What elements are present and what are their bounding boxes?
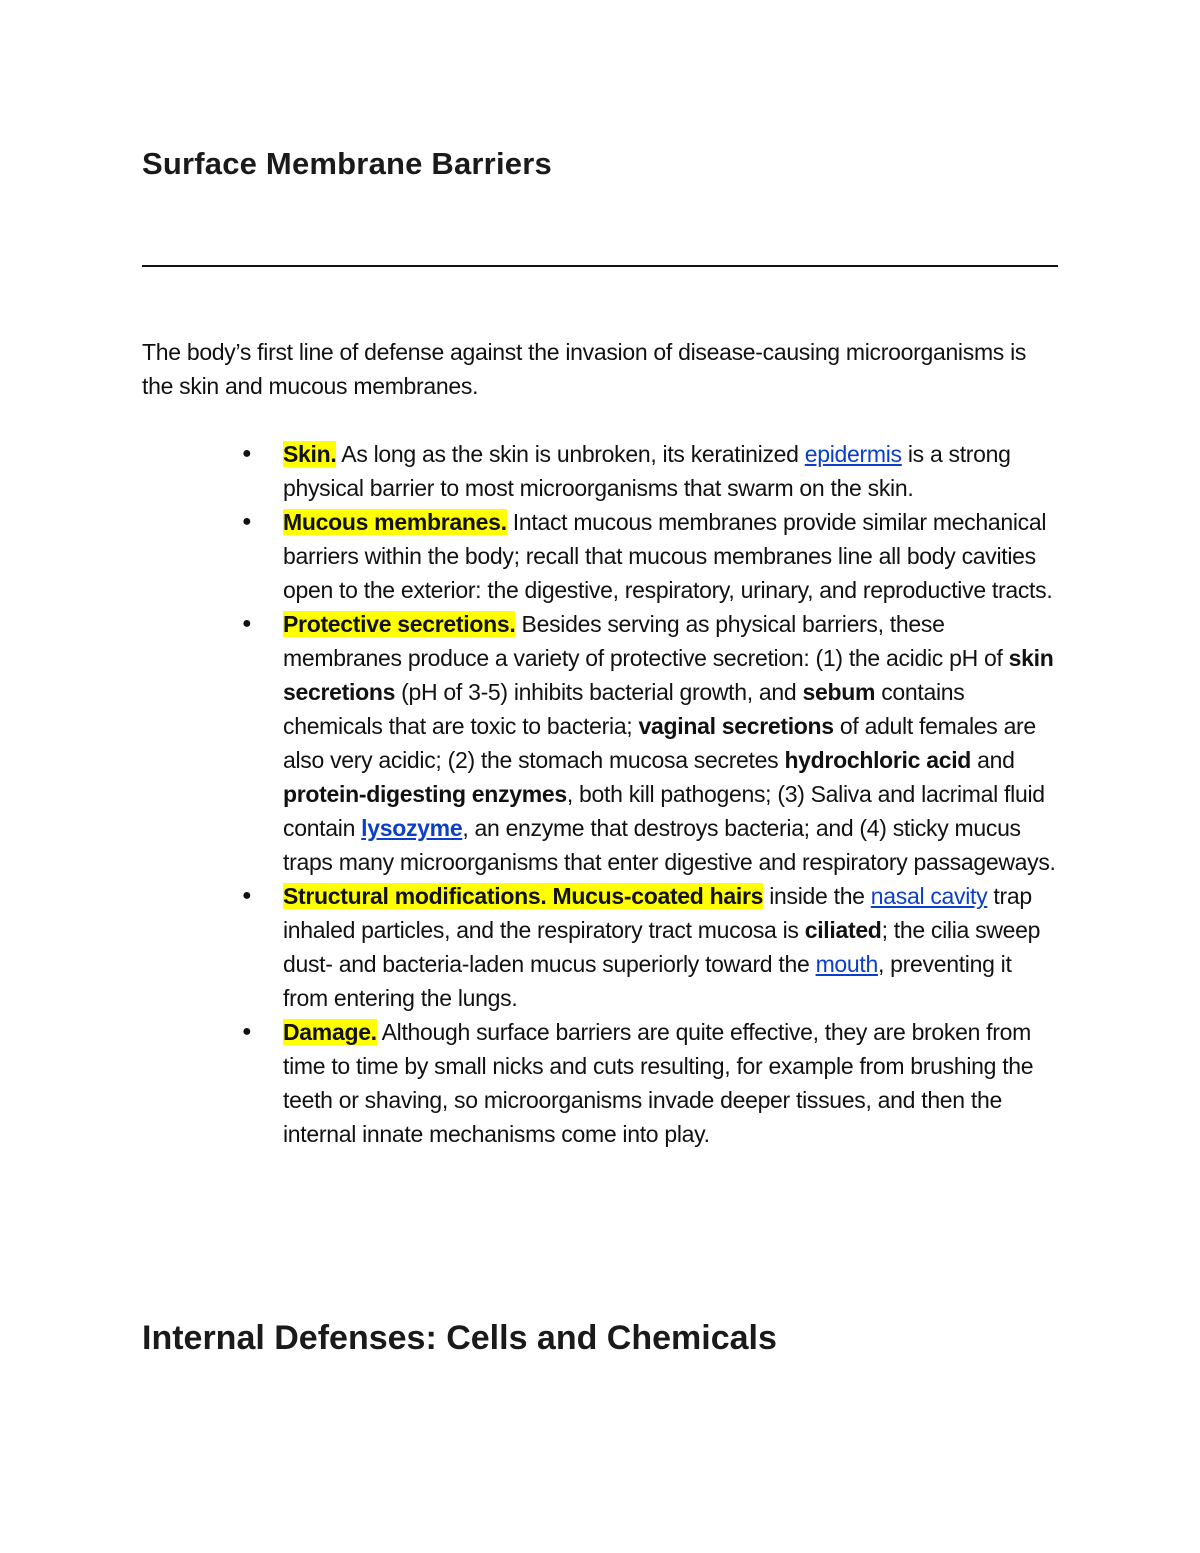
horizontal-rule xyxy=(142,265,1058,267)
bold-term: vaginal secretions xyxy=(638,713,834,739)
item-text: , both kill pathogens; (3) Saliva and lacrimal fluid contain xyxy=(283,781,1045,841)
bold-term: skin secretions xyxy=(283,645,1054,705)
bullet-icon: ● xyxy=(242,615,252,632)
link-nasal-cavity[interactable]: nasal cavity xyxy=(870,883,988,909)
bullet-icon: ● xyxy=(242,513,252,530)
item-text: ; the cilia sweep dust- and bacteria-laden mucus superiorly toward the xyxy=(283,917,1041,977)
bold-term: ciliated xyxy=(804,917,882,943)
item-text: (pH of 3-5) inhibits bacterial growth, and xyxy=(395,679,803,705)
item-text: As long as the skin is unbroken, its keratinized xyxy=(336,441,805,467)
item-text: , preventing it from entering the lungs. xyxy=(283,951,1012,1011)
item-text: and xyxy=(971,747,1015,773)
item-text: Although surface barriers are quite effective, they are broken from time to time by small nicks and cuts resulting, for example from brushing the teeth or shaving, so microorganisms invade deeper tissues, and then the internal innate mechanisms come into play. xyxy=(283,1019,1034,1147)
section-heading: Internal Defenses: Cells and Chemicals xyxy=(142,1319,777,1357)
item-text: inside the xyxy=(763,883,871,909)
item-text: of adult females are also very acidic; (2) the stomach mucosa secretes xyxy=(283,713,1036,773)
page-title: Surface Membrane Barriers xyxy=(142,146,552,181)
bold-term: hydrochloric acid xyxy=(784,747,972,773)
intro-paragraph: The body’s first line of defense against the invasion of disease-causing microorganisms is the skin and mucous membranes. xyxy=(142,339,1027,399)
list-item-damage xyxy=(238,1015,1058,1151)
item-text: trap inhaled particles, and the respiratory tract mucosa is xyxy=(283,883,1032,943)
term-highlight: Structural modifications. Mucus-coated hairs xyxy=(283,883,764,909)
bullet-icon: ● xyxy=(242,887,252,904)
bold-term: sebum xyxy=(802,679,876,705)
list-item-mucous-membranes xyxy=(238,505,1058,607)
barrier-list xyxy=(238,437,1058,1151)
term-highlight: Mucous membranes. xyxy=(283,509,507,535)
link-mouth[interactable]: mouth xyxy=(815,951,878,977)
item-text: is a strong physical barrier to most microorganisms that swarm on the skin. xyxy=(283,441,1011,501)
item-text: , an enzyme that destroys bacteria; and (4) sticky mucus traps many microorganisms that enter digestive and respiratory passageways. xyxy=(283,815,1056,875)
bold-term: protein-digesting enzymes xyxy=(283,781,567,807)
bullet-icon: ● xyxy=(242,1023,252,1040)
item-text: contains chemicals that are toxic to bacteria; xyxy=(283,679,965,739)
bullet-icon: ● xyxy=(242,445,252,462)
term-highlight: Damage. xyxy=(283,1019,377,1045)
list-item-skin xyxy=(238,437,1058,505)
term-highlight: Skin. xyxy=(283,441,337,467)
list-item-protective-secretions xyxy=(238,607,1058,879)
link-lysozyme[interactable]: lysozyme xyxy=(361,815,463,841)
item-text: Besides serving as physical barriers, these membranes produce a variety of protective secretion: (1) the acidic pH of xyxy=(283,611,1009,671)
list-item-structural-modifications xyxy=(238,879,1058,1015)
link-epidermis[interactable]: epidermis xyxy=(804,441,902,467)
term-highlight: Protective secretions. xyxy=(283,611,516,637)
item-text: Intact mucous membranes provide similar mechanical barriers within the body; recall that mucous membranes line all body cavities open to the exterior: the digestive, respiratory, urinary, and reproductive tracts. xyxy=(283,509,1053,603)
